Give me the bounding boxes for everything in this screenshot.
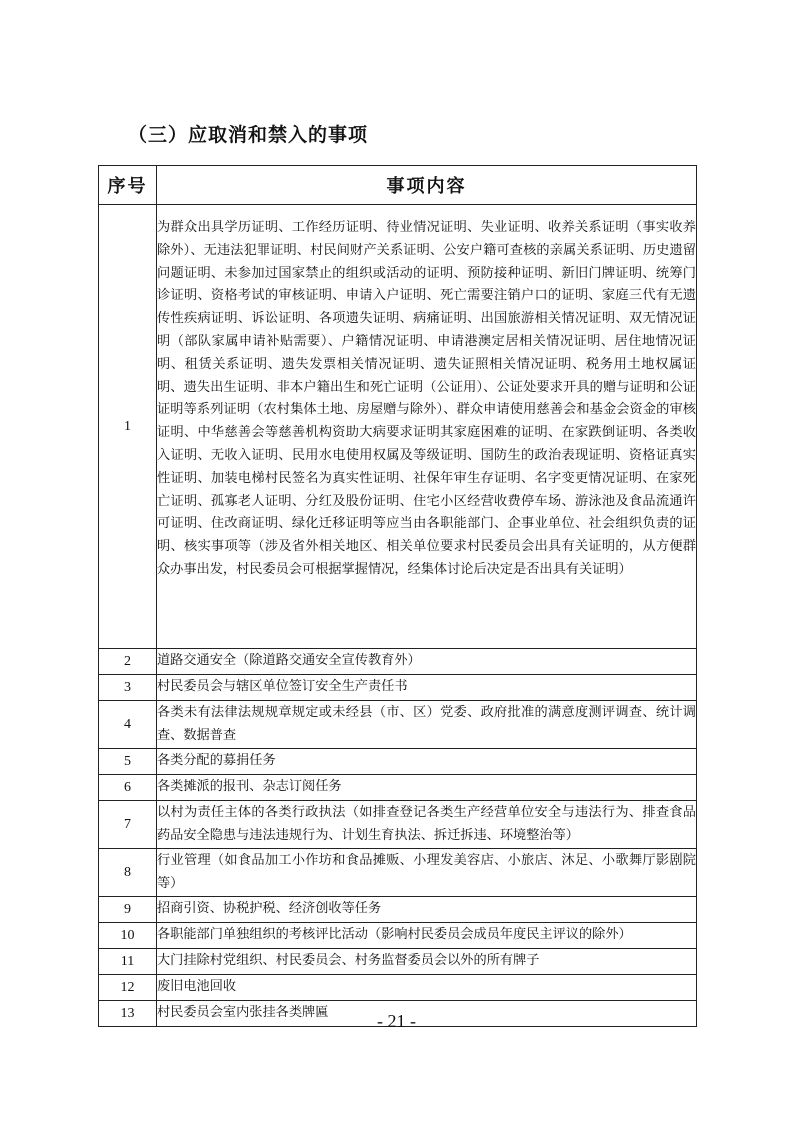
row-number: 9 [99, 897, 157, 923]
table-row [99, 897, 697, 923]
row-number: 12 [99, 975, 157, 1001]
table-row [99, 649, 697, 675]
table-row [99, 775, 697, 801]
row-content: 各职能部门单独组织的考核评比活动（影响村民委员会成员年度民主评议的除外） [157, 923, 697, 949]
row-content: 各类摊派的报刊、杂志订阅任务 [157, 775, 697, 801]
table-row [99, 701, 697, 749]
row-number: 13 [99, 1001, 157, 1027]
header-content: 事项内容 [157, 166, 697, 205]
table-header-row [99, 166, 697, 205]
row-content: 道路交通安全（除道路交通安全宣传教育外） [157, 649, 697, 675]
row-content: 废旧电池回收 [157, 975, 697, 1001]
table-row [99, 949, 697, 975]
row-content: 各类未有法律法规规章规定或未经县（市、区）党委、政府批准的满意度测评调查、统计调查、数据普查 [157, 701, 697, 749]
row-content: 行业管理（如食品加工小作坊和食品摊贩、小理发美容店、小旅店、沐足、小歌舞厅影剧院等） [157, 849, 697, 897]
row-number: 11 [99, 949, 157, 975]
page-number: - 21 - [377, 1011, 416, 1031]
row-number: 2 [99, 649, 157, 675]
row-number: 3 [99, 675, 157, 701]
row-content: 大门挂除村党组织、村民委员会、村务监督委员会以外的所有牌子 [157, 949, 697, 975]
table-row [99, 923, 697, 949]
row-number: 8 [99, 849, 157, 897]
row-number: 10 [99, 923, 157, 949]
row-content: 村民委员会室内张挂各类牌匾 [157, 1001, 697, 1027]
table-row [99, 849, 697, 897]
header-number: 序号 [99, 166, 157, 205]
row-number: 4 [99, 701, 157, 749]
row-number: 1 [99, 205, 157, 649]
row-number: 5 [99, 749, 157, 775]
row-content: 招商引资、协税护税、经济创收等任务 [157, 897, 697, 923]
row-content: 以村为责任主体的各类行政执法（如排查登记各类生产经营单位安全与违法行为、排查食品药品安全隐患与违法违规行为、计划生育执法、拆迁拆违、环境整治等） [157, 801, 697, 849]
table-row [99, 205, 697, 649]
table-row [99, 975, 697, 1001]
section-title: （三）应取消和禁入的事项 [128, 124, 369, 146]
row-content: 各类分配的募捐任务 [157, 749, 697, 775]
row-number: 6 [99, 775, 157, 801]
table-row [99, 801, 697, 849]
row-content: 为群众出具学历证明、工作经历证明、待业情况证明、失业证明、收养关系证明（事实收养除外）、无违法犯罪证明、村民间财产关系证明、公安户籍可查核的亲属关系证明、历史遗留问题证明、未参加过国家禁止的组织或活动的证明、预防接种证明、新旧门牌证明、统筹门诊证明、资格考试的审核证明、申请入户证明、死亡需要注销户口的证明、家庭三代有无遗传性疾病证明、诉讼证明、各项遗失证明、病痛证明、出国旅游相关情况证明、双无情况证明（部队家属申请补贴需要）、户籍情况证明、申请港澳定居相关情况证明、居住地情况证明、租赁关系证明、遗失发票相关情况证明、遗失证照相关情况证明、税务用土地权属证明、遗失出生证明、非本户籍出生和死亡证明（公证用）、公证处要求开具的赠与证明和公证证明等系列证明（农村集体土地、房屋赠与除外）、群众申请使用慈善会和基金会资金的审核证明、中华慈善会等慈善机构资助大病要求证明其家庭困难的证明、在家跌倒证明、各类收入证明、无收入证明、民用水电使用权属及等级证明、国防生的政治表现证明、资格证真实性证明、加装电梯村民签名为真实性证明、社保年审生存证明、名字变更情况证明、在家死亡证明、孤寡老人证明、分红及股份证明、住宅小区经营收费停车场、游泳池及食品流通许可证明、住改商证明、绿化迁移证明等应当由各职能部门、企事业单位、社会组织负责的证明、核实事项等（涉及省外相关地区、相关单位要求村民委员会出具有关证明的，从方便群众办事出发，村民委员会可根据掌握情况，经集体讨论后决定是否出具有关证明） [157, 205, 697, 649]
items-table [98, 165, 697, 1027]
table-row [99, 749, 697, 775]
table-row [99, 675, 697, 701]
row-number: 7 [99, 801, 157, 849]
row-content: 村民委员会与辖区单位签订安全生产责任书 [157, 675, 697, 701]
